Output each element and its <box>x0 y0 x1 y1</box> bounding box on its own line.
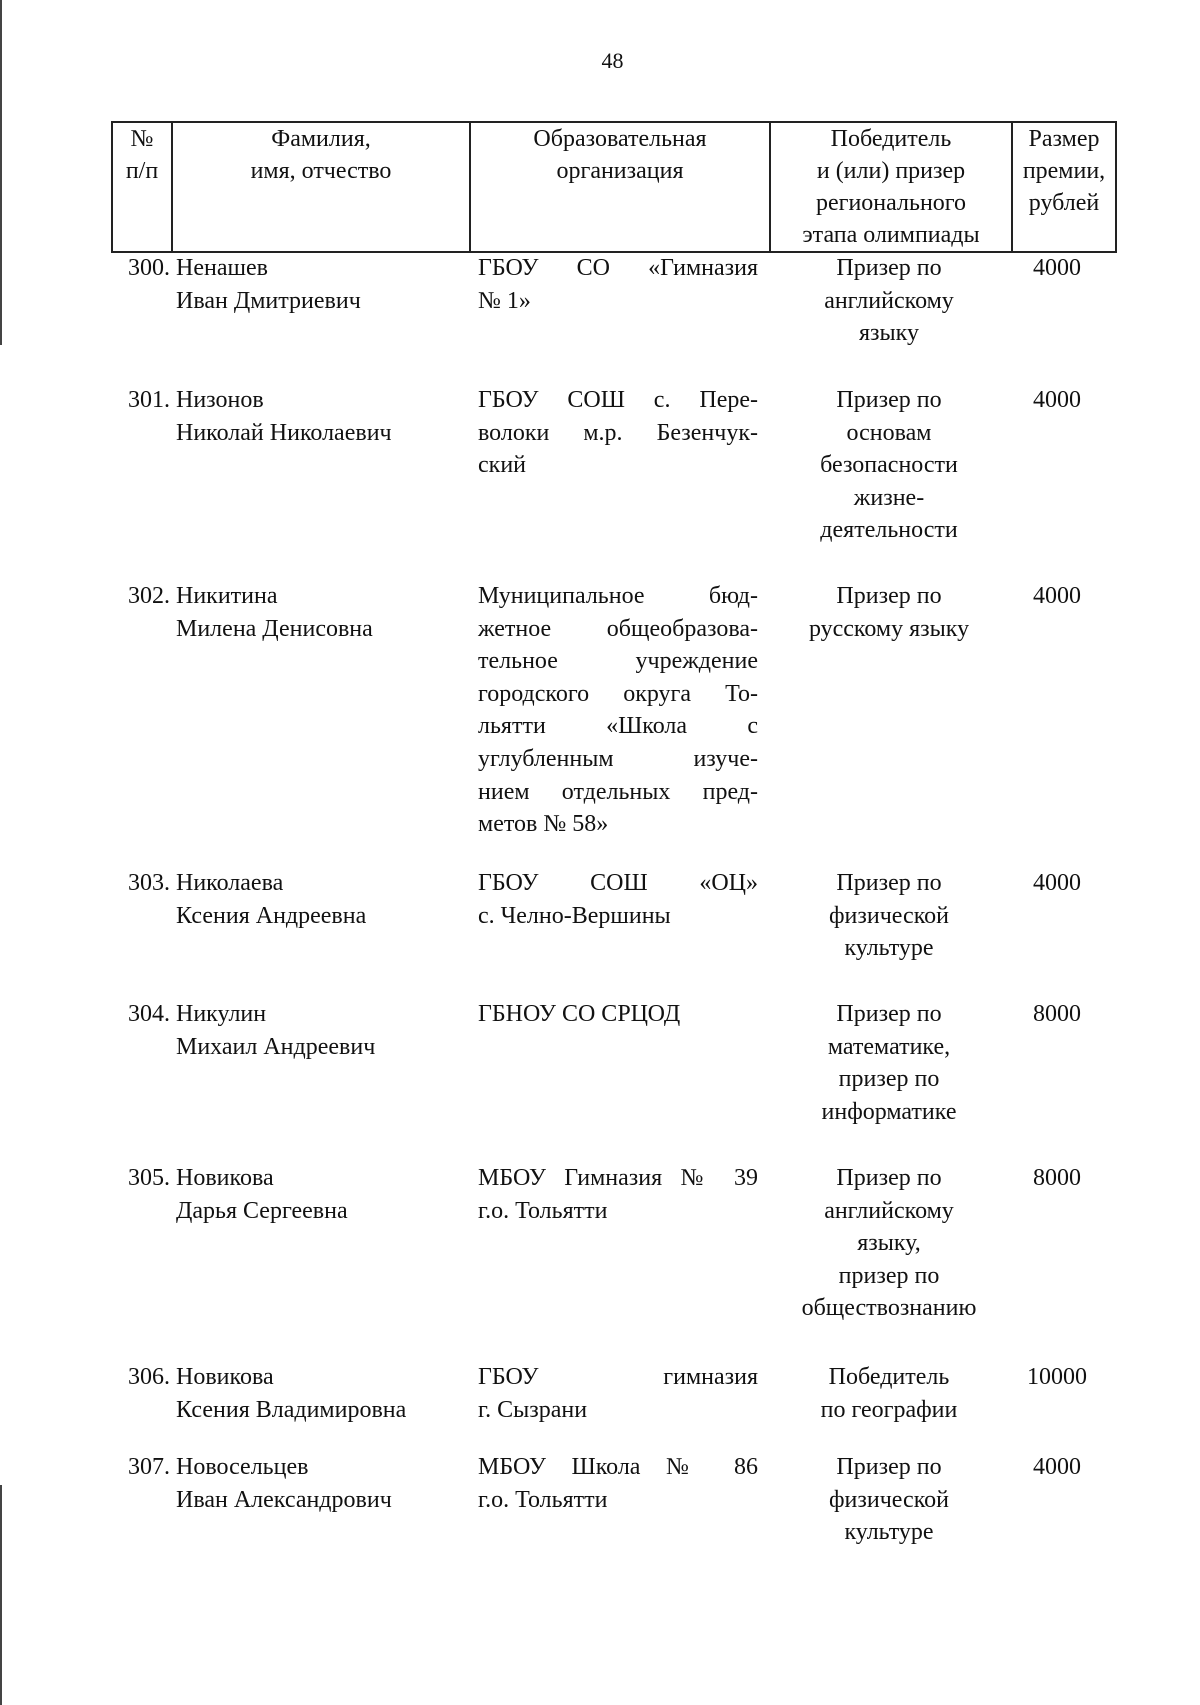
row-number: 302. <box>128 583 170 609</box>
person-name: Никулин Михаил Андреевич <box>176 1001 376 1060</box>
person-name: Николаева Ксения Андреевна <box>176 870 367 929</box>
row-number: 304. <box>128 1001 170 1027</box>
row-number: 306. <box>128 1364 170 1390</box>
prize-amount: 4000 <box>1033 870 1081 896</box>
header-org: Образовательная организация <box>470 122 770 252</box>
prize-amount: 4000 <box>1033 1454 1081 1480</box>
person-name: Никитина Милена Денисовна <box>176 583 373 642</box>
prize-amount: 8000 <box>1033 1001 1081 1027</box>
row-number: 305. <box>128 1165 170 1191</box>
prize-amount: 4000 <box>1033 583 1081 609</box>
prize-amount: 4000 <box>1033 255 1081 281</box>
organization: ГБОУ СО «Гимназия № 1» <box>478 255 758 314</box>
organization: Муниципальное бюд- жетное общеобразова- тельное учреждение городского округа То- льятти «Школа с углубленным изуче- нием отдельных пред- метов № 58» <box>478 583 758 838</box>
person-name: Новикова Ксения Владимировна <box>176 1364 407 1423</box>
prize-amount: 10000 <box>1027 1364 1087 1390</box>
person-name: Низонов Николай Николаевич <box>176 387 392 446</box>
header-name: Фамилия, имя, отчество <box>172 122 470 252</box>
organization: ГБОУ СОШ с. Пере- волоки м.р. Безенчук- ский <box>478 387 758 479</box>
row-number: 301. <box>128 387 170 413</box>
header-result: Победитель и (или) призер регионального этапа олимпиады <box>770 122 1012 252</box>
organization: МБОУ Школа № 86 г.о. Тольятти <box>478 1454 758 1513</box>
organization: ГБНОУ СО СРЦОД <box>478 1001 681 1027</box>
row-number: 307. <box>128 1454 170 1480</box>
prize-amount: 8000 <box>1033 1165 1081 1191</box>
header-num: № п/п <box>112 122 172 252</box>
olympiad-result: Победитель по географии <box>820 1364 958 1423</box>
organization: ГБОУ гимназия г. Сызрани <box>478 1364 758 1423</box>
person-name: Новосельцев Иван Александрович <box>176 1454 392 1513</box>
header-prize: Размер премии, рублей <box>1012 122 1116 252</box>
olympiad-result: Призер по физической культуре <box>829 870 949 962</box>
olympiad-result: Призер по английскому языку, призер по обществознанию <box>801 1165 977 1322</box>
olympiad-result: Призер по физической культуре <box>829 1454 949 1546</box>
page-number: 48 <box>601 48 624 73</box>
person-name: Новикова Дарья Сергеевна <box>176 1165 348 1224</box>
organization: ГБОУ СОШ «ОЦ» с. Челно-Вершины <box>478 870 758 929</box>
row-number: 303. <box>128 870 170 896</box>
olympiad-result: Призер по математике, призер по информатике <box>821 1001 957 1125</box>
row-number: 300. <box>128 255 170 281</box>
organization: МБОУ Гимназия № 39 г.о. Тольятти <box>478 1165 758 1224</box>
olympiad-result: Призер по английскому языку <box>824 255 954 347</box>
olympiad-result: Призер по русскому языку <box>808 583 970 642</box>
prize-amount: 4000 <box>1033 387 1081 413</box>
olympiad-result: Призер по основам безопасности жизне- деятельности <box>820 387 958 544</box>
person-name: Ненашев Иван Дмитриевич <box>176 255 361 314</box>
